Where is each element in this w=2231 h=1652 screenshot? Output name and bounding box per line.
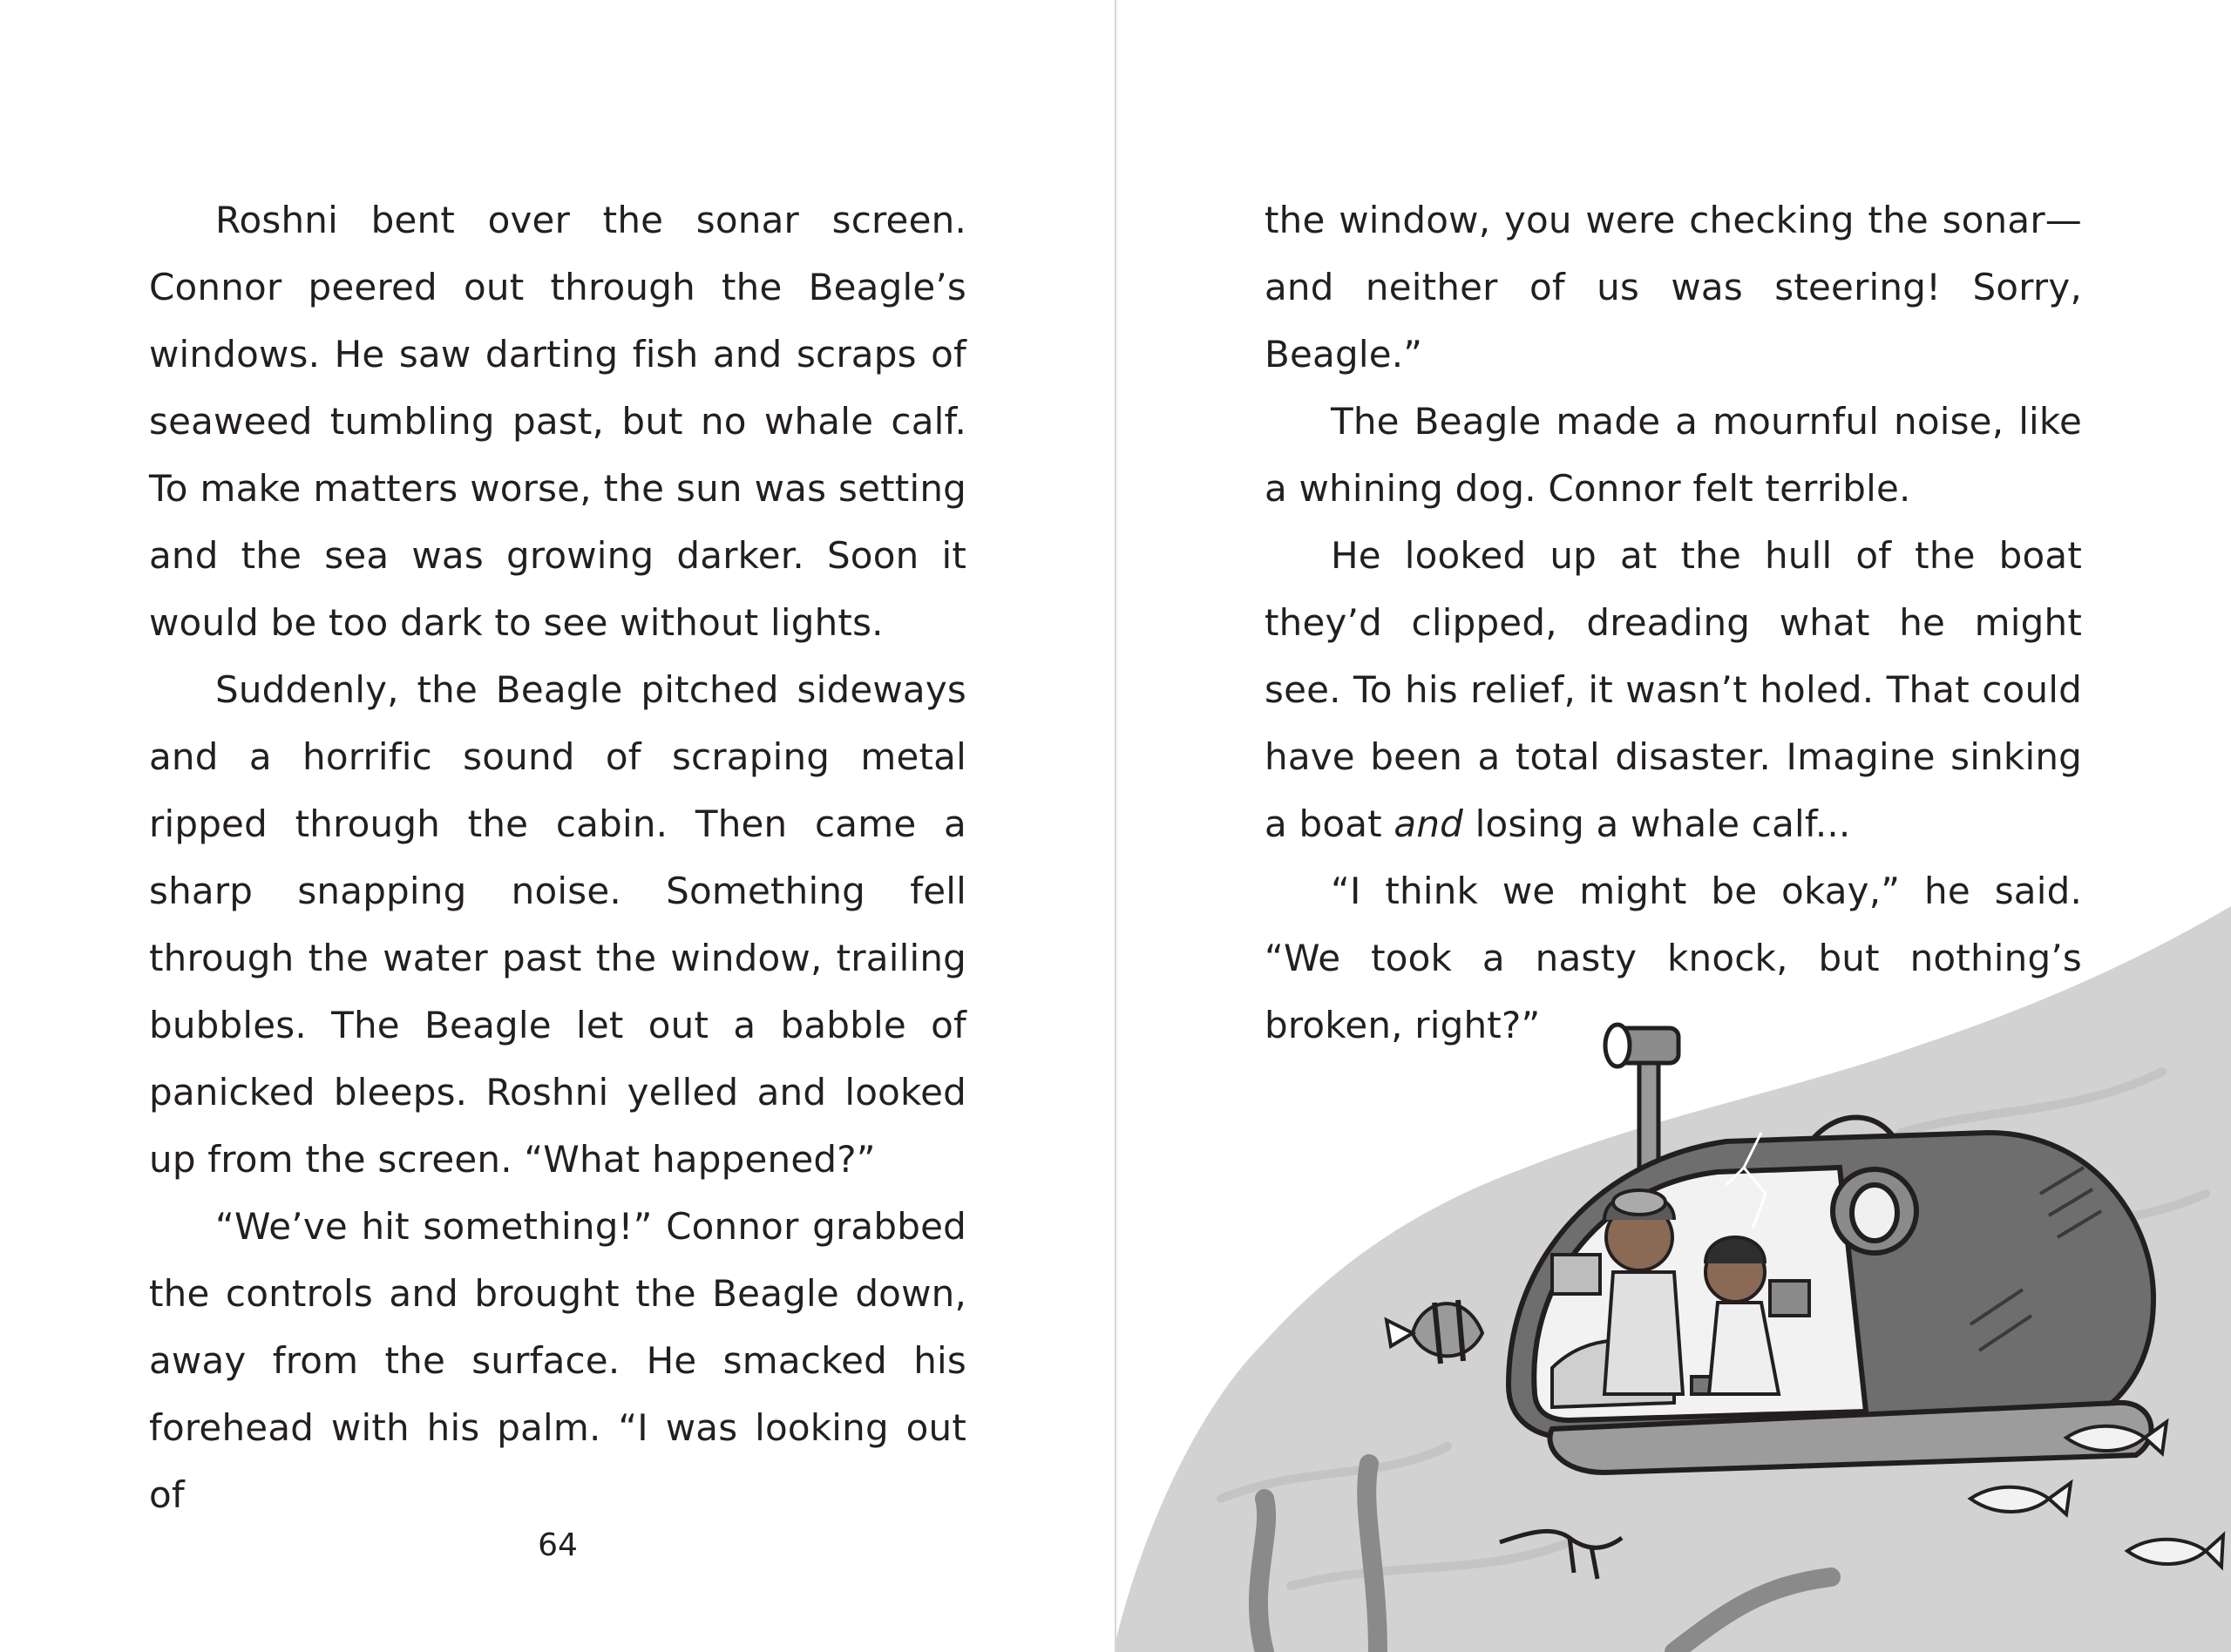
italic-word: and <box>1394 802 1464 845</box>
paragraph: “I think we might be okay,” he said. “We took a nasty knock, but nothing’s broken, right?” <box>1265 870 2082 1046</box>
paragraph-tail: losing a whale calf... <box>1463 802 1851 845</box>
paragraph-text: He looked up at the hull of the boat they’d clipped, dreading what he might see. To his relief, it wasn’t holed. That could have been a total disaster. Imagine sinking a boat <box>1265 534 2082 845</box>
paragraph: Roshni bent over the sonar screen. Connor peered out through the Beagle’s windows. He saw darting fish and scraps of seaweed tumbling past, but no whale calf. To make matters worse, the sun was setting and the sea was growing darker. Soon it would be too dark to see without lights. <box>149 199 966 644</box>
paragraph: “We’ve hit something!” Connor grabbed the controls and brought the Beagle down, away from the surface. He smacked his forehead with his palm. “I was looking out of <box>149 1205 966 1516</box>
paragraph: The Beagle made a mournful noise, like a whining dog. Connor felt terrible. <box>1265 400 2082 510</box>
paragraph <box>1265 522 2082 857</box>
left-page-text <box>149 186 966 1528</box>
paragraph: the window, you were checking the sonar—and neither of us was steering! Sorry, Beagle.” <box>1265 199 2082 376</box>
right-page-text <box>1265 186 2082 1059</box>
paragraph: Suddenly, the Beagle pitched sideways and a horrific sound of scraping metal ripped through the cabin. Then came a sharp snapping noise. Something fell through the water past the window, trailing bubbles. The Beagle let out a babble of panicked bleeps. Roshni yelled and looked up from the screen. “What happened?” <box>149 668 966 1181</box>
page-number: 64 <box>538 1527 578 1563</box>
right-page <box>1116 0 2231 1652</box>
left-page <box>0 0 1115 1652</box>
